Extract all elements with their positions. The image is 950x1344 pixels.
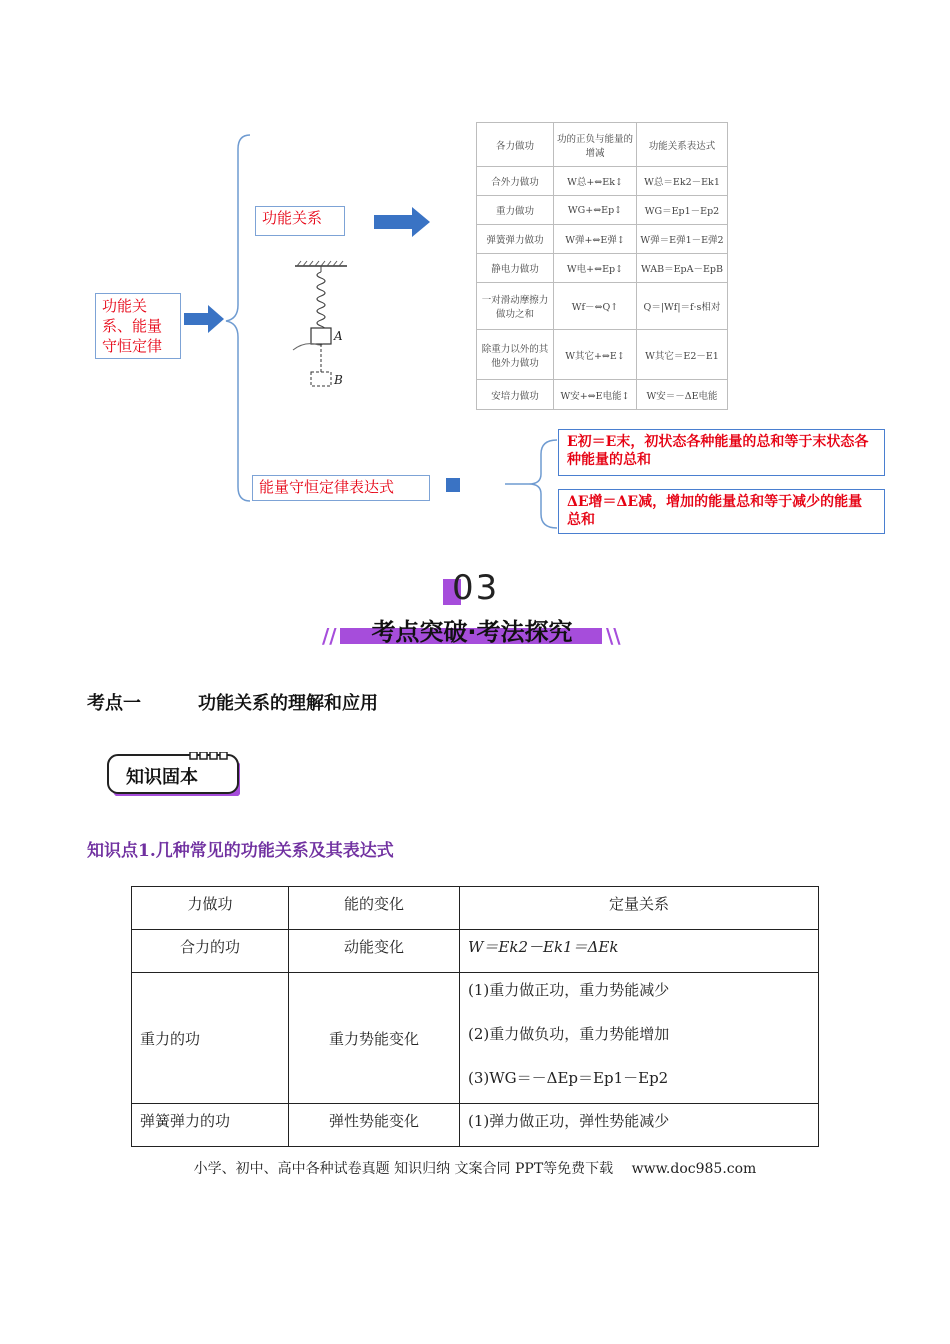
ref-cell: W总+⇔Ek↕ — [554, 167, 637, 196]
page-footer: 小学、初中、高中各种试卷真题 知识归纳 文案合同 PPT等免费下载 www.doc985.com — [193, 1161, 757, 1177]
ref-cell: 合外力做功 — [477, 167, 554, 196]
ref-cell: W安＝－ΔE电能 — [637, 380, 728, 410]
ref-cell: Q＝|Wf|＝f·s相对 — [637, 283, 728, 330]
ref-cell: Wf－⇔Q↑ — [554, 283, 637, 330]
table-line: (3)WG＝－ΔEp＝Ep1－Ep2 — [468, 1069, 669, 1087]
ref-cell: 弹簧弹力做功 — [477, 225, 554, 254]
branch-node-energy-relation: 功能关系 — [255, 206, 345, 236]
result-node-increase-decrease: ΔE增＝ΔE减，增加的能量总和等于减少的能量总和 — [558, 489, 885, 534]
section-number: 03 — [452, 568, 500, 608]
ref-header: 功的正负与能量的增减 — [554, 123, 637, 167]
table-line: (1)重力做正功，重力势能减少 — [468, 981, 670, 999]
table-header: 力做功 — [132, 887, 289, 930]
table-header: 定量关系 — [460, 887, 819, 930]
root-node: 功能关系、能量守恒定律 — [95, 293, 181, 359]
arrow-root — [184, 305, 224, 333]
ref-cell: WAB＝EpA－EpB — [637, 254, 728, 283]
energy-relation-table — [131, 886, 819, 1147]
table-line: (2)重力做负功，重力势能增加 — [468, 1025, 670, 1043]
knowledge-point-title: 知识点1.几种常见的功能关系及其表达式 — [87, 841, 394, 861]
ref-cell: W弹+⇔E弹↕ — [554, 225, 637, 254]
results-brace — [505, 436, 561, 532]
spring-label-a: A — [334, 329, 343, 343]
spring-label-b: B — [334, 373, 343, 387]
ref-cell: W弹＝E弹1－E弹2 — [637, 225, 728, 254]
arrow-branch1 — [374, 207, 430, 237]
table-cell: W＝Ek2－Ek1＝ΔEk — [460, 930, 819, 973]
arrow-branch2 — [446, 470, 460, 500]
ref-cell: W总＝Ek2－Ek1 — [637, 167, 728, 196]
ref-cell: WG+⇔Ep↕ — [554, 196, 637, 225]
knowledge-tag-label: 知识固本 — [126, 767, 198, 788]
ref-cell: W其它＝E2－E1 — [637, 330, 728, 380]
ref-cell: W电+⇔Ep↕ — [554, 254, 637, 283]
ref-cell: 静电力做功 — [477, 254, 554, 283]
section-slashes-right: \\ — [606, 624, 621, 648]
ref-cell: 重力做功 — [477, 196, 554, 225]
table-header: 能的变化 — [289, 887, 460, 930]
table-cell: 合力的功 — [132, 930, 289, 973]
section-slashes-left: // — [322, 624, 337, 648]
table-cell-multiline — [460, 973, 819, 1104]
branch-node-conservation: 能量守恒定律表达式 — [252, 475, 430, 501]
table-cell: 弹簧弹力的功 — [132, 1104, 289, 1147]
section-title: 考点突破·考法探究 — [371, 618, 573, 646]
ref-header: 功能关系表达式 — [637, 123, 728, 167]
topic-title: 功能关系的理解和应用 — [198, 693, 378, 714]
ref-cell: WG＝Ep1－Ep2 — [637, 196, 728, 225]
reference-table — [476, 122, 728, 410]
table-cell: 动能变化 — [289, 930, 460, 973]
topic-label: 考点一 — [87, 693, 141, 714]
ref-cell: W其它+⇔E↕ — [554, 330, 637, 380]
table-cell: (1)弹力做正功，弹性势能减少 — [460, 1104, 819, 1147]
ref-cell: 安培力做功 — [477, 380, 554, 410]
brace-main — [226, 135, 250, 501]
ref-cell: W安+⇔E电能↕ — [554, 380, 637, 410]
ref-cell: 一对滑动摩擦力做功之和 — [477, 283, 554, 330]
ref-cell: 除重力以外的其他外力做功 — [477, 330, 554, 380]
table-cell: 重力的功 — [132, 973, 289, 1104]
spring-figure — [285, 258, 365, 398]
table-cell: 弹性势能变化 — [289, 1104, 460, 1147]
result-node-initial-final: E初＝E末，初状态各种能量的总和等于末状态各种能量的总和 — [558, 429, 885, 476]
table-cell: 重力势能变化 — [289, 973, 460, 1104]
ref-header: 各力做功 — [477, 123, 554, 167]
